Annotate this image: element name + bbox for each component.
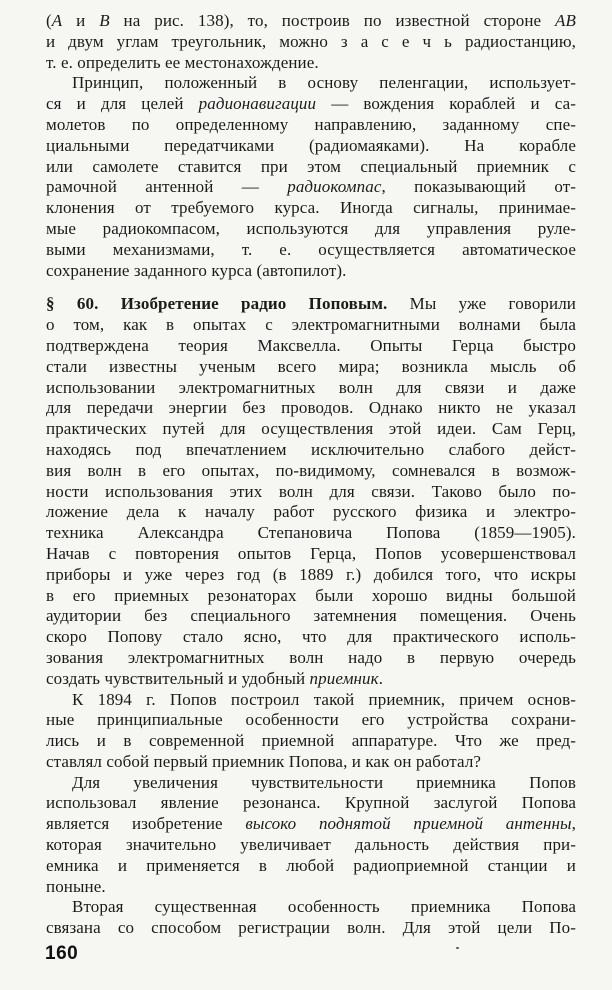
text-line: практических путей для осуществления этой идеи. Сам Герц, xyxy=(46,419,576,439)
text-line: § 60. Изобретение радио Поповым. Мы уже говорили xyxy=(46,294,576,314)
text-line: связана со способом регистрации волн. Для этой цели По- xyxy=(46,918,576,938)
text-line: выми механизмами, т. е. осуществляется автоматическое xyxy=(46,239,576,259)
para-triangulation-continuation xyxy=(46,11,576,73)
text-line: стали известны ученым всего мира; возникла мысль об xyxy=(46,356,576,376)
text-line: рамочной антенной — радиокомпас, показывающий от- xyxy=(46,177,576,197)
text-line: ные принципиальные особенности его устройства сохрани- xyxy=(46,710,576,730)
text-line: лись и в современной приемной аппаратуре. Что же пред- xyxy=(46,731,576,751)
text-line: о том, как в опытах с электромагнитными волнами была xyxy=(46,315,576,335)
text-line: Начав с повторения опытов Герца, Попов усовершенствовал xyxy=(46,543,576,563)
text-line: Вторая существенная особенность приемника Попова xyxy=(72,897,576,917)
text-line: подтверждена теория Максвелла. Опыты Герца быстро xyxy=(46,335,576,355)
text-line: зования электромагнитных волн надо в первую очередь xyxy=(46,647,576,667)
text-line: аудитории без специального затемнения помещения. Очень xyxy=(46,606,576,626)
text-line: К 1894 г. Попов построил такой приемник, причем основ- xyxy=(72,689,576,709)
text-line: ставлял собой первый приемник Попова, и как он работал? xyxy=(46,751,482,771)
text-line: ности использования этих волн для связи. Таково было по- xyxy=(46,481,576,501)
text-line: использовании электромагнитных волн для связи и даже xyxy=(46,377,576,397)
text-line: Принцип, положенный в основу пеленгации, использует- xyxy=(72,73,576,93)
para-radionavigation xyxy=(46,73,576,281)
text-line: сохранение заданного курса (автопилот). xyxy=(46,260,347,280)
scan-speck xyxy=(456,947,459,949)
text-line: вия волн в его опытах, по-видимому, сомневался в возмож- xyxy=(46,460,576,480)
text-line: мые радиокомпасом, используются для управления руле- xyxy=(46,218,576,238)
text-line: техника Александра Степановича Попова (1859—1905). xyxy=(46,523,576,543)
text-line: скоро Попову стало ясно, что для практического исполь- xyxy=(46,627,576,647)
text-line: или самолете ставится при этом специальный приемник с xyxy=(46,156,576,176)
para-wave-registration xyxy=(46,897,576,939)
text-line: циальными передатчиками (радиомаяками). На корабле xyxy=(46,135,576,155)
text-line: поныне. xyxy=(46,876,106,896)
text-line: создать чувствительный и удобный приемник. xyxy=(46,668,384,688)
para-section-60-popov-invention xyxy=(46,294,576,689)
page-text xyxy=(46,11,576,939)
para-receiver-1894 xyxy=(46,690,576,773)
text-line: ложение дела к началу работ русского физика и электро- xyxy=(46,502,576,522)
text-line: клонения от требуемого курса. Иногда сигналы, принимае- xyxy=(46,198,576,218)
text-line: (А и В на рис. 138), то, построив по известной стороне АВ xyxy=(46,11,577,30)
text-line: ся и для целей радионавигации — вождения кораблей и са- xyxy=(46,94,576,114)
text-line: находясь под впечатлением исключительно слабого дейст- xyxy=(46,439,576,459)
text-line: которая значительно увеличивает дальность действия при- xyxy=(46,835,576,855)
text-line: молетов по определенному направлению, заданному спе- xyxy=(46,114,576,134)
text-line: для передачи энергии без проводов. Однако никто не указал xyxy=(46,398,576,418)
page-number: 160 xyxy=(45,943,79,964)
para-resonance-antenna xyxy=(46,773,576,898)
text-line: т. е. определить ее местонахождение. xyxy=(46,52,319,72)
text-line: использовал явление резонанса. Крупной заслугой Попова xyxy=(46,793,576,813)
text-line: в его приемных резонаторах были хорошо видны большой xyxy=(46,585,576,605)
text-line: является изобретение высоко поднятой приемной антенны, xyxy=(46,814,576,834)
text-line: емника и применяется в любой радиоприемной станции и xyxy=(46,855,576,875)
text-line: Для увеличения чувствительности приемника Попов xyxy=(72,772,576,792)
text-line: и двум углам треугольник, можно з а с е ч ь радиостанцию, xyxy=(46,31,576,51)
text-line: приборы и уже через год (в 1889 г.) добился того, что искры xyxy=(46,564,576,584)
